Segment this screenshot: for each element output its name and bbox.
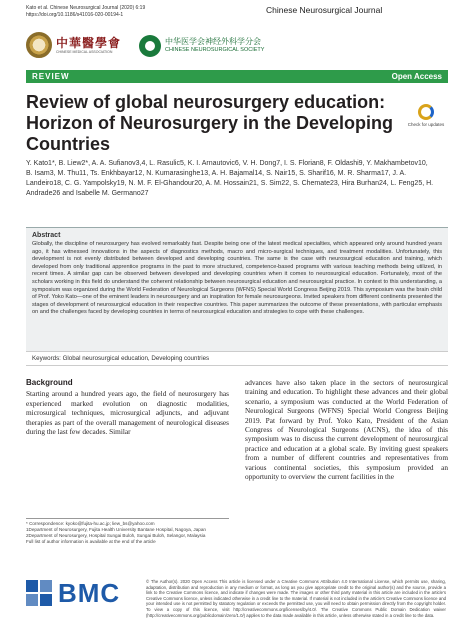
body-text-right: advances have also taken place in the sectors of neurosurgical training and education. To highlight these advances and their global scenario, a symposium was conducted at the World Federation of Neurological Surgeons (WFNS) Special World Congress Beijing 2019. Pat forward by Prof. Yoko Kato, President of the Asian Congress of Neurological Surgeons (ACNS), the idea of this symposium was to discuss the current development of neurosurgical practice and education at a global scale. By inviting guest speakers from a number of different countries and representatives from various continental societies, this symposium provided an opportunity to overview the current facilities in the — [245, 378, 448, 482]
cma-name-cn: 中華醫學會 — [56, 36, 122, 50]
check-updates-icon — [418, 104, 434, 120]
affiliation-2: 2Department of Neurosurgery, Hospital Sungai Buloh, Sungai Buloh, Selangor, Malaysia — [26, 533, 206, 538]
body-column-left — [26, 378, 229, 436]
check-updates-label: Check for updates — [407, 122, 445, 127]
cma-name-en: CHINESE MEDICAL ASSOCIATION — [56, 50, 113, 54]
bmc-mark-icon — [26, 580, 54, 608]
author-list: Y. Kato1*, B. Liew2*, A. A. Sufianov3,4, L. Rasulic5, K. I. Arnautovic6, V. H. Dong7, I. S. Florian8, F. Oldashi9, Y. Makhambetov10, B. Isam3, M. Thu11, Ts. Enkhbayar12, N. Kumarasinghe13, A. H. Bajamal14, S. Nair15, S. Sharif16, M. R. Sharma17, J. A. Landeiro18, C. G. Yampolsky19, N. M. F. El-Ghandour20, A. M. Hossain21, S. Sim22, S. Chemate23, Hira Burhan24, L. Feng25, H. Andrade26 and Isabelle M. Germano27 — [26, 160, 434, 197]
article-type-label: REVIEW — [32, 72, 70, 81]
bmc-wordmark: BMC — [58, 578, 121, 608]
body-text-left: Starting around a hundred years ago, the field of neurosurgery has experienced marked evolution on diagnostic modalities, microsurgical techniques, microsurgical adjuncts, and adjuvant therapies as part of the overall management of neurological diseases during the last few decades. Similar — [26, 389, 229, 437]
article-header — [26, 5, 446, 18]
keywords: Keywords: Global neurosurgical education, Developing countries — [26, 351, 448, 366]
abstract-text: Globally, the discipline of neurosurgery has evolved remarkably fast. Despite being one of the latest medical specialties, which appeared only around hundred years ago, it has witnessed innovations in the aspects of diagnostics methods, macro and micro-surgical techniques, and treatment modalities. Unfortunately, this development is not evenly distributed between developed and developing countries. The same is the case with neurosurgical education and training, which developed from only traditional apprentice programs in the past to more structured, competence-based programs with various teaching methods being utilized, in recent times. A similar gap can be observed between developed and developing countries when it comes to neurosurgical education. Fortunately, most of the scholars working in this field do understand the coherent relationship between neurosurgical education and neurosurgical practice. In context to this understanding, a symposium was organized during the World Federation of Neurological Surgeons (WFNS) Special World Congress Beijing 2019. This symposium was the brain child of Prof. Yoko Kato—one of the eminent leaders in neurosurgery and an inspiration for female neurosurgeons. Invited speakers from different continents presented the stages of development of neurosurgical education in their respective countries. This paper summarizes the outcome of these presentations, with particular emphasis on and the challenges faced by developing countries in terms of neurosurgical education and strategies to cope with these challenges. — [32, 241, 442, 316]
cns-logo-icon — [139, 35, 161, 57]
correspondence: * Correspondence: kyoko@fujita-hu.ac.jp; liew_bs@yahoo.com — [26, 521, 155, 526]
society-logos — [26, 32, 306, 64]
license-text: © The Author(s). 2020 Open Access This article is licensed under a Creative Commons Attribution 4.0 International License, which permits use, sharing, adaptation, distribution and reproduction in any medium or format, as long as you give appropriate credit to the original author(s) and the source, provide a link to the Creative Commons licence, and indicate if changes were made. The images or other third party material in this article are included in the article's Creative Commons licence, unless indicated otherwise in a credit line to the material. If material is not included in the article's Creative Commons licence and your intended use is not permitted by statutory regulation or exceeds the permitted use, you will need to obtain permission directly from the copyright holder. To view a copy of this licence, visit http://creativecommons.org/licenses/by/4.0/. The Creative Commons Public Domain Dedication waiver (http://creativecommons.org/publicdomain/zero/1.0/) applies to the data made available in this article, unless otherwise stated in a credit line to the data. — [146, 579, 446, 618]
affiliation-1: 1Department of Neurosurgery, Fujita Health University Bantane Hospital, Nagoya, Japan — [26, 527, 206, 532]
journal-name: Chinese Neurosurgical Journal — [266, 5, 383, 15]
cns-name-cn: 中华医学会神经外科学分会 — [165, 37, 261, 46]
citation-line: Kato et al. Chinese Neurosurgical Journal (2020) 6:19 — [26, 5, 146, 11]
publisher-logo — [26, 578, 126, 612]
abstract-box — [26, 227, 448, 352]
cns-name-en: CHINESE NEUROSURGICAL SOCIETY — [165, 47, 265, 53]
author-info-note: Full list of author information is available at the end of the article — [26, 539, 156, 544]
footnote — [26, 518, 229, 545]
check-updates-badge[interactable] — [407, 104, 445, 142]
open-access-label: Open Access — [391, 72, 442, 81]
doi-link[interactable]: https://doi.org/10.1186/s41016-020-00194-1 — [26, 11, 124, 18]
article-type-band — [26, 70, 448, 83]
background-heading: Background — [26, 378, 73, 387]
abstract-heading: Abstract — [32, 232, 61, 239]
cma-logo-icon — [26, 32, 52, 58]
body-column-right — [245, 378, 448, 481]
article-title: Review of global neurosurgery education: Horizon of Neurosurgery in the Developing Countries — [26, 92, 394, 154]
